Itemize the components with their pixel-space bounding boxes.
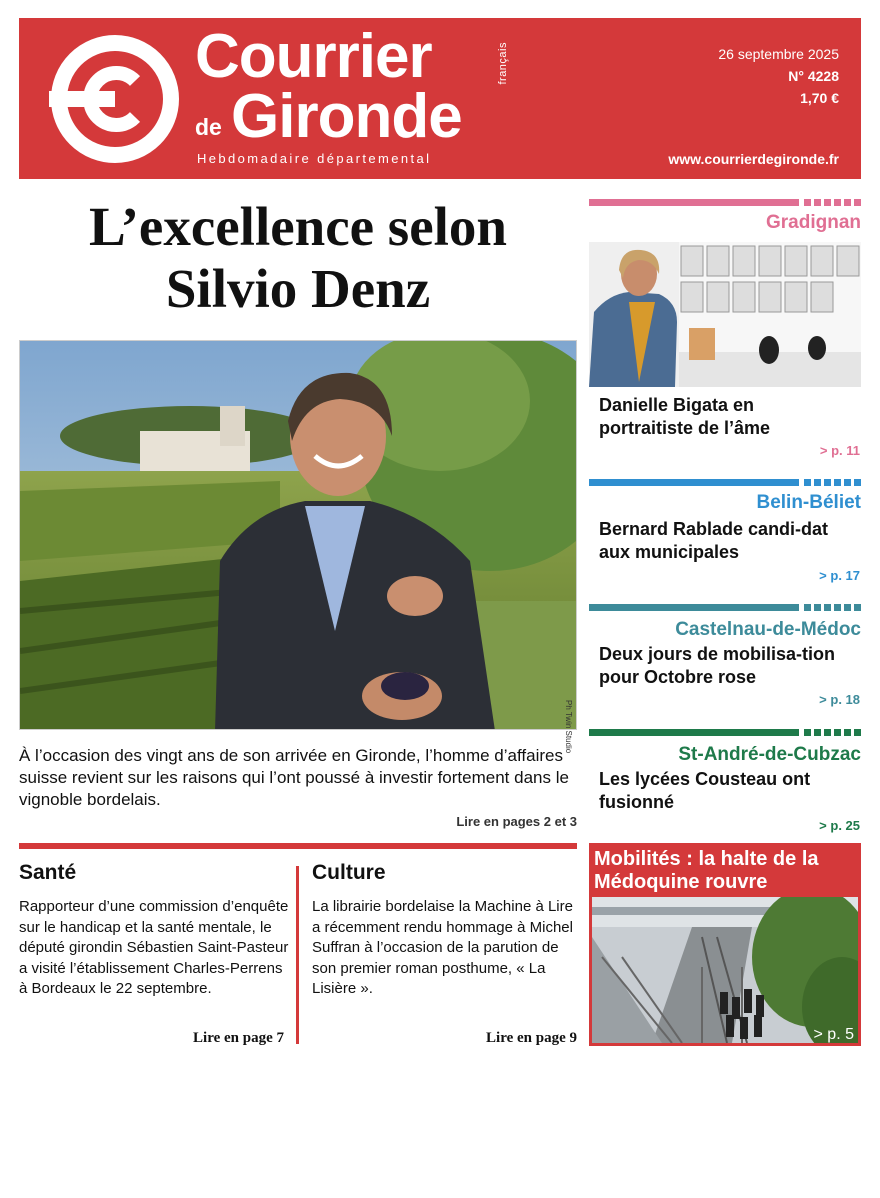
sidebar-kicker-gradignan: Gradignan [765,212,861,233]
masthead-title-de: de [195,114,222,140]
photo-credit: Ph Twin Studio [564,700,573,754]
masthead-title-francais: français [497,42,509,85]
issue-number: N° 4228 [788,68,839,84]
gradignan-photo[interactable] [589,242,861,387]
masthead-title-courrier: Courrier [195,22,432,91]
main-headline[interactable] [19,196,577,320]
masthead-tagline: Hebdomadaire départemental [197,151,432,166]
sidebar-ref-belin-beliet[interactable]: > p. 17 [819,568,860,583]
sidebar-rule-castelnau [589,604,861,611]
column-divider [296,866,299,1044]
courrier-logo-icon [49,33,181,165]
teaser-sante-page-ref[interactable]: Lire en page 7 [193,1030,284,1046]
mobilites-page-ref[interactable]: > p. 5 [813,1026,854,1043]
sidebar-title-gradignan[interactable]: Danielle Bigata en portraitiste de l’âme [599,395,771,438]
teaser-culture-page-ref[interactable]: Lire en page 9 [486,1030,577,1046]
vineyard-portrait-image [20,341,577,730]
issue-date: 26 septembre 2025 [718,46,839,62]
mobilites-photo [592,897,858,1043]
sidebar-rule-gradignan [589,199,861,206]
sidebar-kicker-castelnau: Castelnau-de-Médoc [675,619,861,640]
website-link[interactable]: www.courrierdegironde.fr [668,151,839,167]
section-divider [19,843,577,849]
main-story-lede: À l’occasion des vingt ans de son arrivée en Gironde, l’homme d’affaires suisse revient sur les raisons qui l’ont poussé à investir fortement dans le vignoble bordelais. [19,746,569,809]
masthead-title-gironde: Gironde [231,82,462,151]
mobilites-box[interactable] [589,843,861,1046]
sidebar-ref-castelnau[interactable]: > p. 18 [819,692,860,707]
sidebar-rule-belin-beliet [589,479,861,486]
sidebar-title-st-andre[interactable]: Les lycées Cousteau ont fusionné [599,769,811,812]
portrait-exhibition-image [589,242,861,387]
masthead [19,18,861,179]
main-headline-line2: Silvio Denz [165,258,431,319]
main-headline-line1: L’excellence selon [88,196,507,257]
main-story-photo[interactable] [19,340,577,730]
teaser-sante-title[interactable]: Santé [19,861,77,884]
main-story-page-ref[interactable]: Lire en pages 2 et 3 [456,814,577,829]
teaser-culture-body: La librairie bordelaise la Machine à Lire a récemment rendu hommage à Michel Suffran à l’occasion de la parution de son premier roman posthume, « La Lisière ». [312,898,573,997]
sidebar-title-belin-beliet[interactable]: Bernard Rablade candi-dat aux municipales [599,519,829,562]
sidebar-ref-gradignan[interactable]: > p. 11 [819,443,860,458]
teaser-sante-body: Rapporteur d’une commission d’enquête sur le handicap et la santé mentale, le député girondin Sébastien Saint-Pasteur a visité l’établissement Charles-Perrens à Bordeaux le 22 septembre. [19,898,289,997]
issue-price: 1,70 € [800,90,839,106]
train-station-image [592,897,858,1043]
sidebar-ref-st-andre[interactable]: > p. 25 [819,818,860,833]
mobilites-title: Mobilités : la halte de la Médoquine rouvre [594,848,819,893]
sidebar-kicker-st-andre: St-André-de-Cubzac [678,744,861,765]
sidebar-rule-st-andre [589,729,861,736]
teaser-culture-title[interactable]: Culture [312,861,386,884]
sidebar-title-castelnau[interactable]: Deux jours de mobilisa-tion pour Octobre rose [599,644,836,687]
sidebar-kicker-belin-beliet: Belin-Béliet [756,492,861,513]
